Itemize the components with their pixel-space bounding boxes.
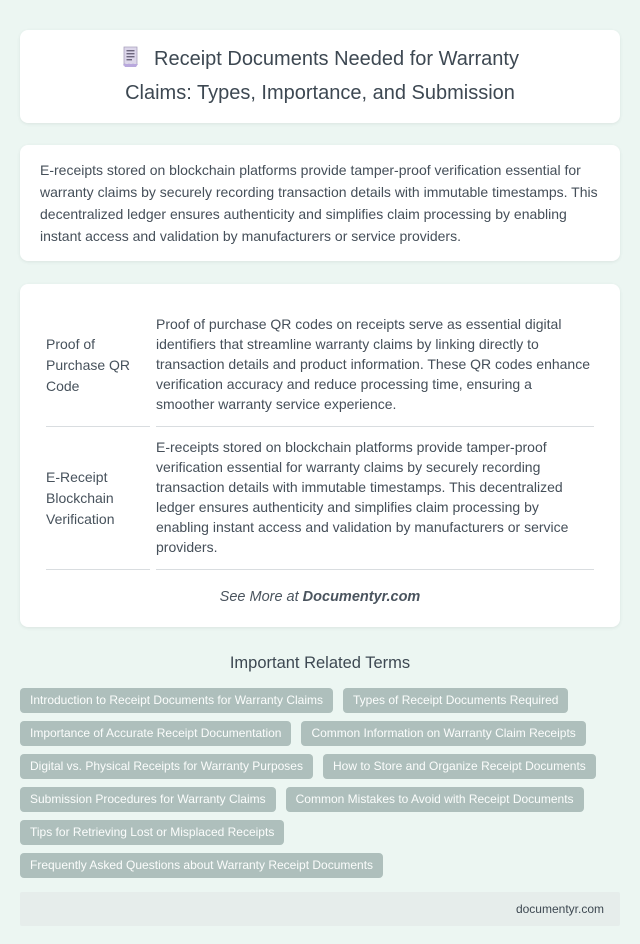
- related-term-tag[interactable]: How to Store and Organize Receipt Documents: [323, 754, 596, 779]
- intro-paragraph: E-receipts stored on blockchain platforms provide tamper-proof verification essential for warranty claims by securely recording transaction details with immutable timestamps. This decentralized ledger ensures authenticity and simplifies claim processing by enabling instant access and validation by manufacturers or service providers.: [40, 162, 598, 244]
- related-term-tag[interactable]: Importance of Accurate Receipt Documentation: [20, 721, 291, 746]
- related-term-tag[interactable]: Submission Procedures for Warranty Claims: [20, 787, 276, 812]
- footer-site-label: documentyr.com: [515, 902, 604, 916]
- intro-card: [20, 145, 620, 261]
- term-description: Proof of purchase QR codes on receipts serve as essential digital identifiers that streamline warranty claims by linking directly to transaction details and product information. These QR codes enhance verification accuracy and reduce processing time, ensuring a smoother warranty service experience.: [156, 304, 594, 427]
- related-term-tag[interactable]: Common Information on Warranty Claim Receipts: [301, 721, 585, 746]
- header-card: [20, 30, 620, 123]
- footer-bar: [20, 892, 620, 926]
- table-row: [46, 304, 594, 427]
- related-term-tag[interactable]: Introduction to Receipt Documents for Warranty Claims: [20, 688, 333, 713]
- related-terms-heading: Important Related Terms: [229, 654, 411, 672]
- see-more-prefix: See More at: [219, 589, 303, 605]
- term-label: Proof of Purchase QR Code: [46, 304, 150, 427]
- related-term-tag[interactable]: Common Mistakes to Avoid with Receipt Documents: [286, 787, 584, 812]
- term-description: E-receipts stored on blockchain platforms provide tamper-proof verification essential for warranty claims by securely recording transaction details with immutable timestamps. This decentralized ledger ensures authenticity and simplifies claim processing by enabling instant access and validation by manufacturers or service providers.: [156, 427, 594, 570]
- related-term-tag[interactable]: Types of Receipt Documents Required: [343, 688, 568, 713]
- see-more-line: [40, 589, 600, 605]
- page-title: [104, 44, 536, 109]
- receipt-icon: [121, 46, 140, 78]
- related-term-tag[interactable]: Digital vs. Physical Receipts for Warranty Purposes: [20, 754, 313, 779]
- see-more-brand-link[interactable]: Documentyr.com: [302, 589, 421, 605]
- definitions-card: [20, 284, 620, 627]
- related-term-tag[interactable]: Tips for Retrieving Lost or Misplaced Receipts: [20, 820, 284, 845]
- related-terms-list: [20, 688, 620, 878]
- related-term-tag[interactable]: Frequently Asked Questions about Warranty Receipt Documents: [20, 853, 383, 878]
- page-title-text: Receipt Documents Needed for Warranty Claims: Types, Importance, and Submission: [125, 48, 519, 104]
- table-row: [46, 427, 594, 570]
- definitions-table: [40, 304, 600, 570]
- term-label: E-Receipt Blockchain Verification: [46, 427, 150, 570]
